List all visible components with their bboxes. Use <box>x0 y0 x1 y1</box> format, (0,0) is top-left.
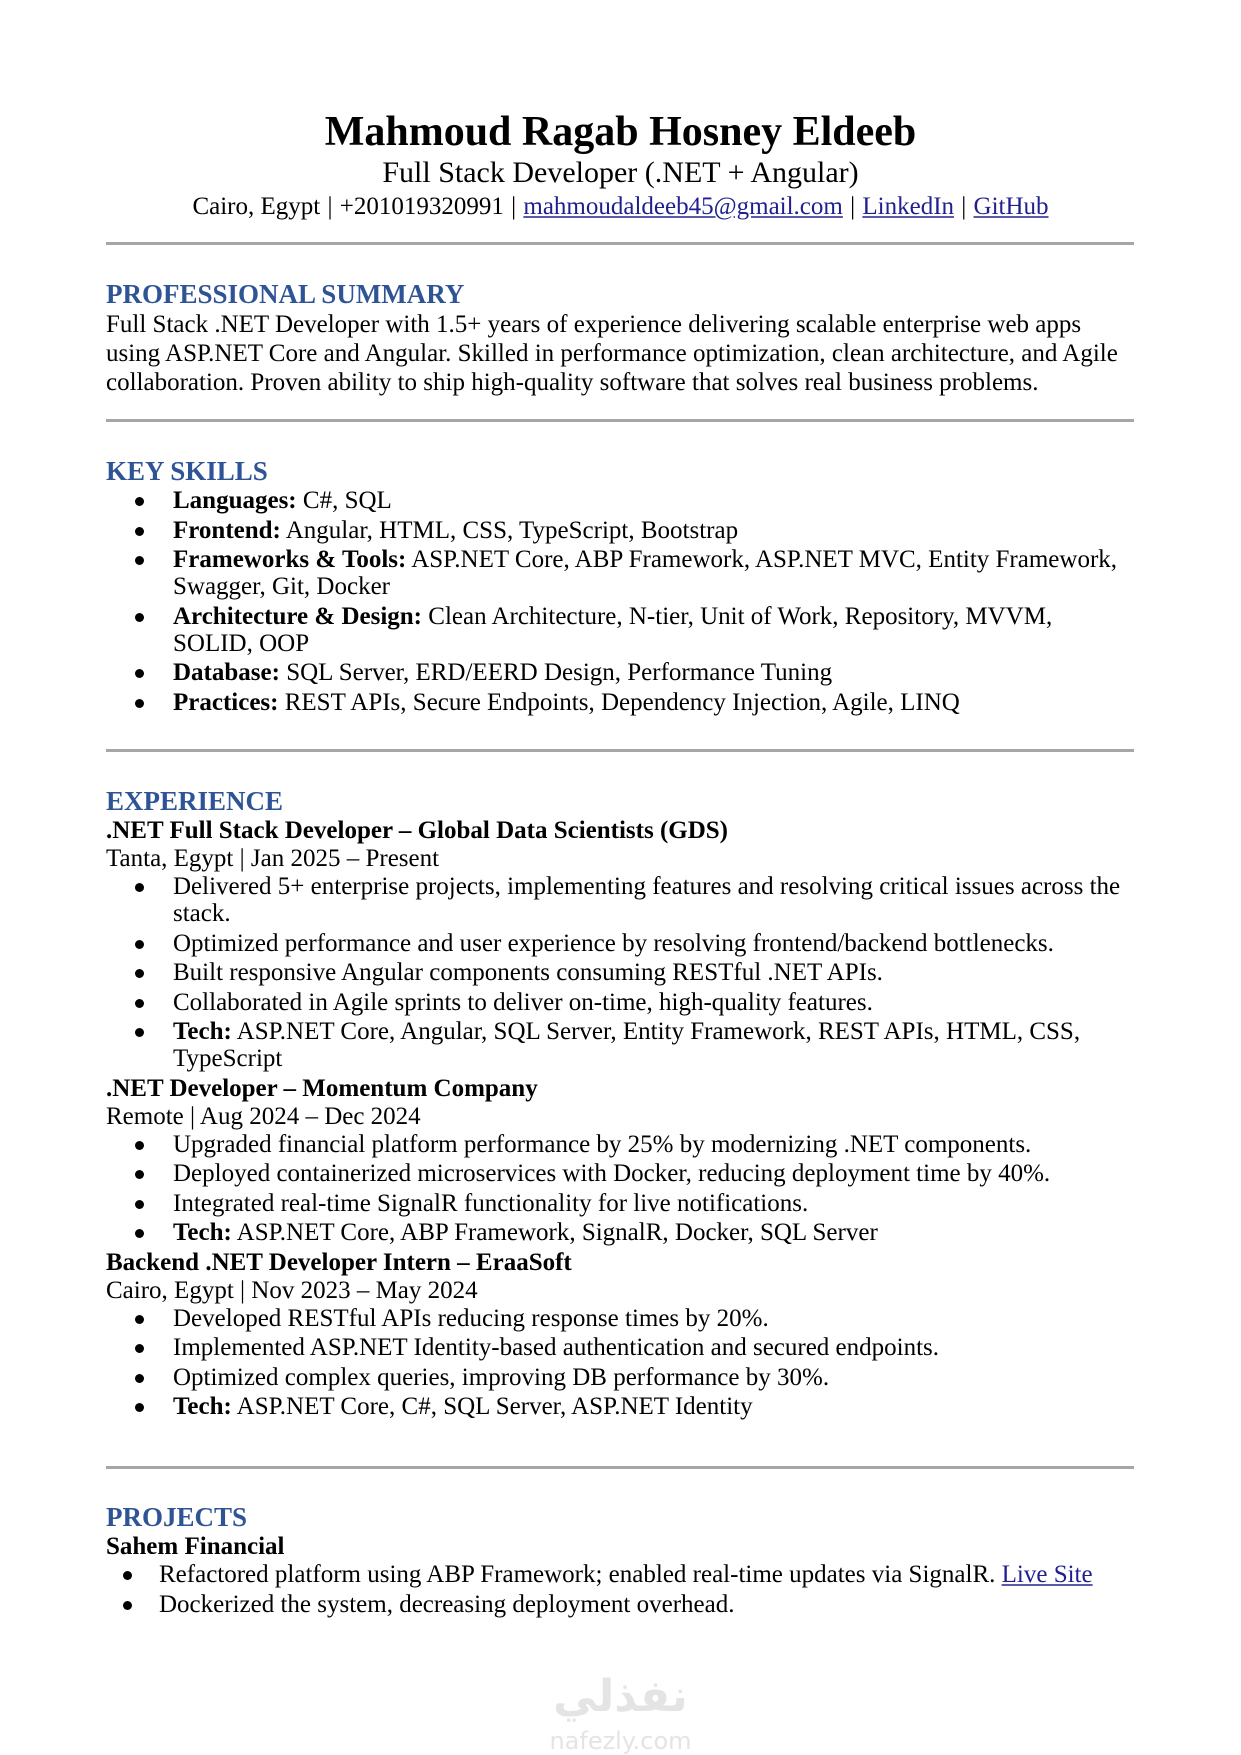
job-meta: Remote | Aug 2024 – Dec 2024 <box>106 1102 421 1130</box>
job-tech <box>106 1219 1134 1246</box>
divider <box>106 749 1134 752</box>
skill-label: Frontend: <box>173 516 281 544</box>
projects-section <box>106 1501 1134 1620</box>
separator: | <box>850 193 856 220</box>
contact-location: Cairo, Egypt <box>192 193 321 220</box>
bullet-icon <box>135 969 144 978</box>
tech-value: ASP.NET Core, ABP Framework, SignalR, Docker, SQL Server <box>231 1219 878 1246</box>
candidate-title: Full Stack Developer (.NET + Angular) <box>382 156 859 189</box>
bullet-icon <box>135 1374 144 1383</box>
job-bullet <box>106 959 1134 986</box>
candidate-name: Mahmoud Ragab Hosney Eldeeb <box>324 109 917 155</box>
bullet-text: Collaborated in Agile sprints to deliver on-time, high-quality features. <box>173 988 873 1016</box>
job-entry <box>106 1075 1134 1247</box>
separator: | <box>327 193 333 220</box>
bullet-icon <box>135 1028 144 1037</box>
job-title: .NET Developer – Momentum Company <box>106 1074 538 1102</box>
job-bullet <box>106 873 1134 927</box>
bullet-text: Deployed containerized microservices with Docker, reducing deployment time by 40%. <box>173 1160 1051 1187</box>
bullet-text: Developed RESTful APIs reducing response times by 20%. <box>173 1304 769 1332</box>
skill-item <box>106 487 1134 514</box>
live-site-link[interactable]: Live Site <box>1001 1561 1093 1588</box>
bullet-icon <box>135 1141 144 1150</box>
bullet-icon <box>123 1601 132 1610</box>
skill-value: SQL Server, ERD/EERD Design, Performance Tuning <box>279 659 833 686</box>
tech-value: ASP.NET Core, Angular, SQL Server, Entity Framework, REST APIs, HTML, CSS, TypeScript <box>173 1018 1081 1072</box>
project-bullets <box>106 1561 1134 1618</box>
skill-value: C#, SQL <box>296 487 392 514</box>
bullet-icon <box>135 699 144 708</box>
skill-item <box>106 603 1134 657</box>
watermark-logo: نفذلي <box>553 1671 688 1722</box>
skill-value: ASP.NET Core, ABP Framework, ASP.NET MVC, Entity Framework, Swagger, Git, Docker <box>173 546 1118 600</box>
skill-item <box>106 659 1134 686</box>
summary-text: Full Stack .NET Developer with 1.5+ years of experience delivering scalable enterprise web apps using ASP.NET Core and Angular. Skilled in performance optimization, clean architecture, and Agile collaboration. Proven ability to ship high-quality software that solves real business problems. <box>106 311 1118 396</box>
bullet-icon <box>135 1315 144 1324</box>
tech-label: Tech: <box>173 1393 232 1420</box>
separator: | <box>961 193 967 220</box>
bullet-text: Optimized complex queries, improving DB performance by 30%. <box>173 1363 830 1391</box>
divider <box>106 242 1134 245</box>
bullet-icon <box>123 1571 132 1580</box>
bullet-icon <box>135 1200 144 1209</box>
watermark-url: nafezly.com <box>549 1727 692 1755</box>
job-tech <box>106 1393 1134 1420</box>
job-bullet <box>106 1334 1134 1361</box>
job-bullet <box>106 989 1134 1016</box>
skill-value: Angular, HTML, CSS, TypeScript, Bootstrap <box>280 516 739 544</box>
job-title: Backend .NET Developer Intern – EraaSoft <box>106 1248 572 1276</box>
bullet-icon <box>135 527 144 536</box>
bullet-icon <box>135 556 144 565</box>
bullet-text: Dockerized the system, decreasing deployment overhead. <box>159 1590 735 1618</box>
divider <box>106 419 1134 422</box>
bullet-icon <box>135 613 144 622</box>
bullet-text: Upgraded financial platform performance by 25% by modernizing .NET components. <box>173 1130 1032 1158</box>
job-bullet <box>106 930 1134 957</box>
skills-section <box>106 455 1134 718</box>
skill-item <box>106 546 1134 600</box>
bullet-text: Delivered 5+ enterprise projects, implementing features and resolving critical issues across the stack. <box>173 873 1121 927</box>
job-bullets <box>106 873 1134 1072</box>
project-name: Sahem Financial <box>106 1533 285 1560</box>
bullet-icon <box>135 1344 144 1353</box>
bullet-text: Refactored platform using ABP Framework; enabled real-time updates via SignalR. <box>159 1561 1002 1588</box>
bullet-text: Optimized performance and user experience by resolving frontend/backend bottlenecks. <box>173 929 1054 957</box>
contact-phone: +201019320991 <box>339 193 504 220</box>
section-heading-summary: PROFESSIONAL SUMMARY <box>106 279 465 309</box>
section-heading-projects: PROJECTS <box>106 1502 248 1532</box>
job-title: .NET Full Stack Developer – Global Data Scientists (GDS) <box>106 817 729 844</box>
skill-label: Practices: <box>173 688 279 716</box>
tech-value: ASP.NET Core, C#, SQL Server, ASP.NET Identity <box>231 1393 753 1420</box>
project-bullet <box>106 1591 1134 1618</box>
skill-label: Languages: <box>173 487 297 514</box>
bullet-icon <box>135 669 144 678</box>
job-bullet <box>106 1364 1134 1391</box>
bullet-text: Integrated real-time SignalR functionality for live notifications. <box>173 1189 809 1217</box>
skill-value: REST APIs, Secure Endpoints, Dependency Injection, Agile, LINQ <box>278 688 960 716</box>
job-meta: Cairo, Egypt | Nov 2023 – May 2024 <box>106 1276 478 1304</box>
bullet-icon <box>135 940 144 949</box>
job-bullets <box>106 1131 1134 1247</box>
contact-line <box>0 192 1241 221</box>
experience-section <box>106 785 1134 1423</box>
bullet-icon <box>135 1229 144 1238</box>
job-bullet <box>106 1305 1134 1332</box>
skill-label: Database: <box>173 659 280 686</box>
section-heading-skills: KEY SKILLS <box>106 456 268 486</box>
summary-section <box>106 278 1134 397</box>
bullet-text: Implemented ASP.NET Identity-based authentication and secured endpoints. <box>173 1334 940 1361</box>
linkedin-link[interactable]: LinkedIn <box>862 193 955 220</box>
github-link[interactable]: GitHub <box>973 193 1049 220</box>
bullet-icon <box>135 883 144 892</box>
bullet-icon <box>135 1170 144 1179</box>
section-heading-experience: EXPERIENCE <box>106 786 284 816</box>
skill-item <box>106 689 1134 716</box>
skill-label: Frameworks & Tools: <box>173 546 407 573</box>
skill-label: Architecture & Design: <box>173 602 423 630</box>
separator: | <box>511 193 517 220</box>
bullet-icon <box>135 999 144 1008</box>
job-meta: Tanta, Egypt | Jan 2025 – Present <box>106 845 440 872</box>
skill-item <box>106 517 1134 544</box>
divider <box>106 1466 1134 1469</box>
job-bullet <box>106 1131 1134 1158</box>
job-entry <box>106 817 1134 1072</box>
tech-label: Tech: <box>173 1219 232 1246</box>
project-bullet <box>106 1561 1134 1588</box>
bullet-text: Built responsive Angular components consuming RESTful .NET APIs. <box>173 959 883 986</box>
job-bullet <box>106 1190 1134 1217</box>
job-tech <box>106 1018 1134 1072</box>
email-link[interactable]: mahmoudaldeeb45@gmail.com <box>523 193 843 220</box>
job-entry <box>106 1249 1134 1421</box>
bullet-icon <box>135 497 144 506</box>
tech-label: Tech: <box>173 1018 232 1045</box>
job-bullets <box>106 1305 1134 1421</box>
skill-value: Clean Architecture, N-tier, Unit of Work, Repository, MVVM, SOLID, OOP <box>173 602 1053 657</box>
job-bullet <box>106 1160 1134 1187</box>
skills-list <box>106 487 1134 716</box>
bullet-icon <box>135 1403 144 1412</box>
